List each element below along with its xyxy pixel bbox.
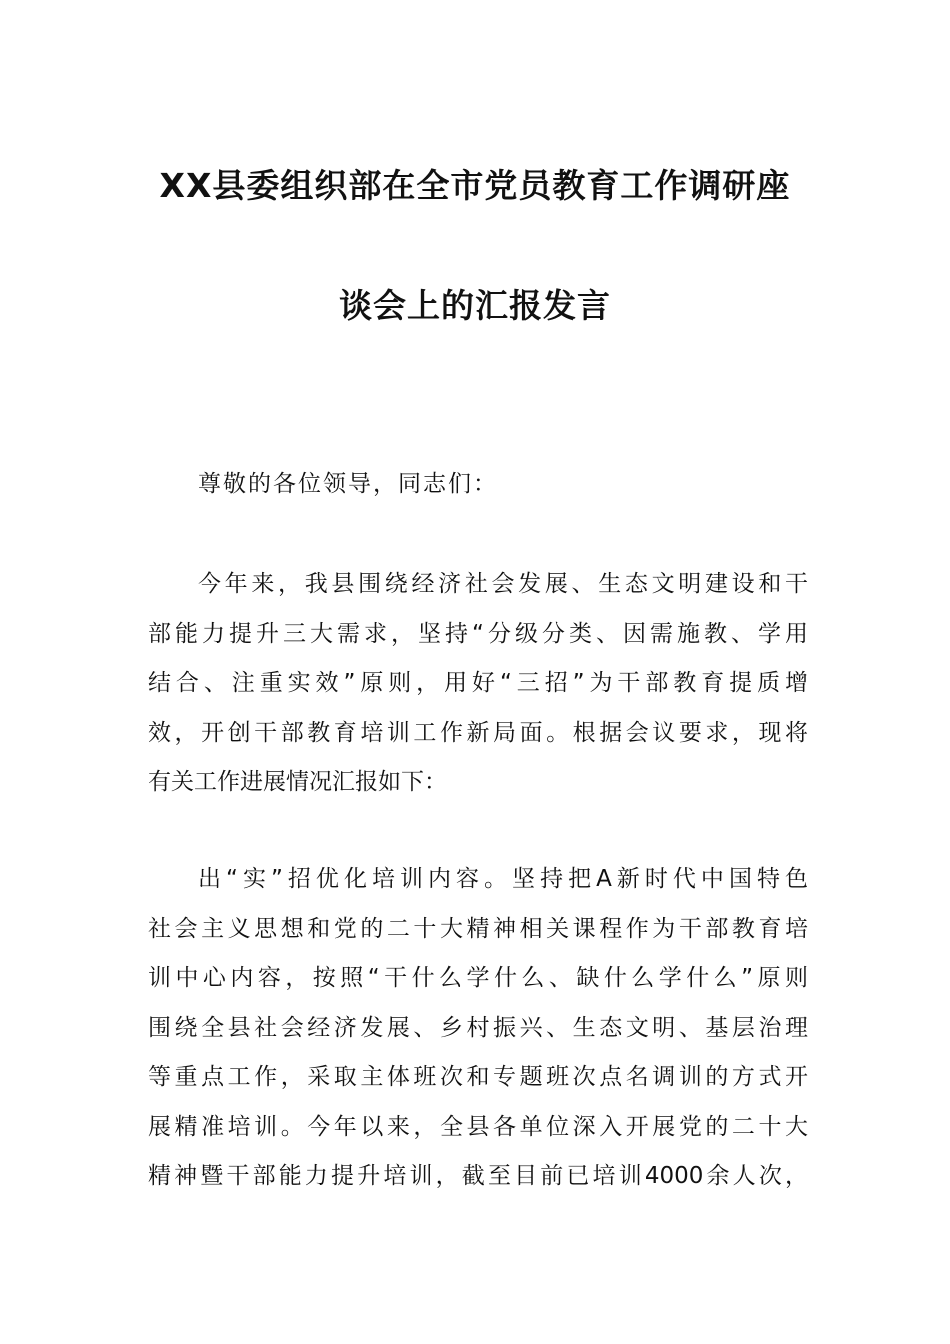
paragraph-line: 围绕全县社会经济发展、乡村振兴、生态文明、基层治理 (148, 1014, 808, 1041)
paragraph-line: 精神暨干部能力提升培训，截至目前已培训4000余人次， (148, 1163, 808, 1189)
paragraph-line: 部能力提升三大需求，坚持“分级分类、因需施教、学用 (148, 620, 808, 647)
paragraph-content (148, 855, 808, 1202)
document-title-line-1: XX县委组织部在全市党员教育工作调研座 (159, 166, 791, 205)
paragraph-line: 展精准培训。今年以来，全县各单位深入开展党的二十大 (148, 1113, 808, 1140)
paragraph-intro (148, 560, 808, 808)
document-title-line-2: 谈会上的汇报发言 (339, 286, 611, 325)
paragraph-line: 结合、注重实效”原则，用好“三招”为干部教育提质增 (148, 670, 808, 696)
paragraph-line: 训中心内容，按照“干什么学什么、缺什么学什么”原则 (148, 965, 808, 991)
paragraph-line: 今年来，我县围绕经济社会发展、生态文明建设和干 (198, 571, 808, 597)
paragraph-line: 有关工作进展情况汇报如下： (148, 769, 447, 795)
paragraph-line: 社会主义思想和党的二十大精神相关课程作为干部教育培 (148, 915, 808, 942)
paragraph-line: 效，开创干部教育培训工作新局面。根据会议要求，现将 (148, 719, 808, 746)
greeting: 尊敬的各位领导，同志们： (198, 471, 498, 497)
paragraph-line: 等重点工作，采取主体班次和专题班次点名调训的方式开 (148, 1064, 808, 1090)
paragraph-line: 出“实”招优化培训内容。坚持把A新时代中国特色 (198, 866, 808, 892)
